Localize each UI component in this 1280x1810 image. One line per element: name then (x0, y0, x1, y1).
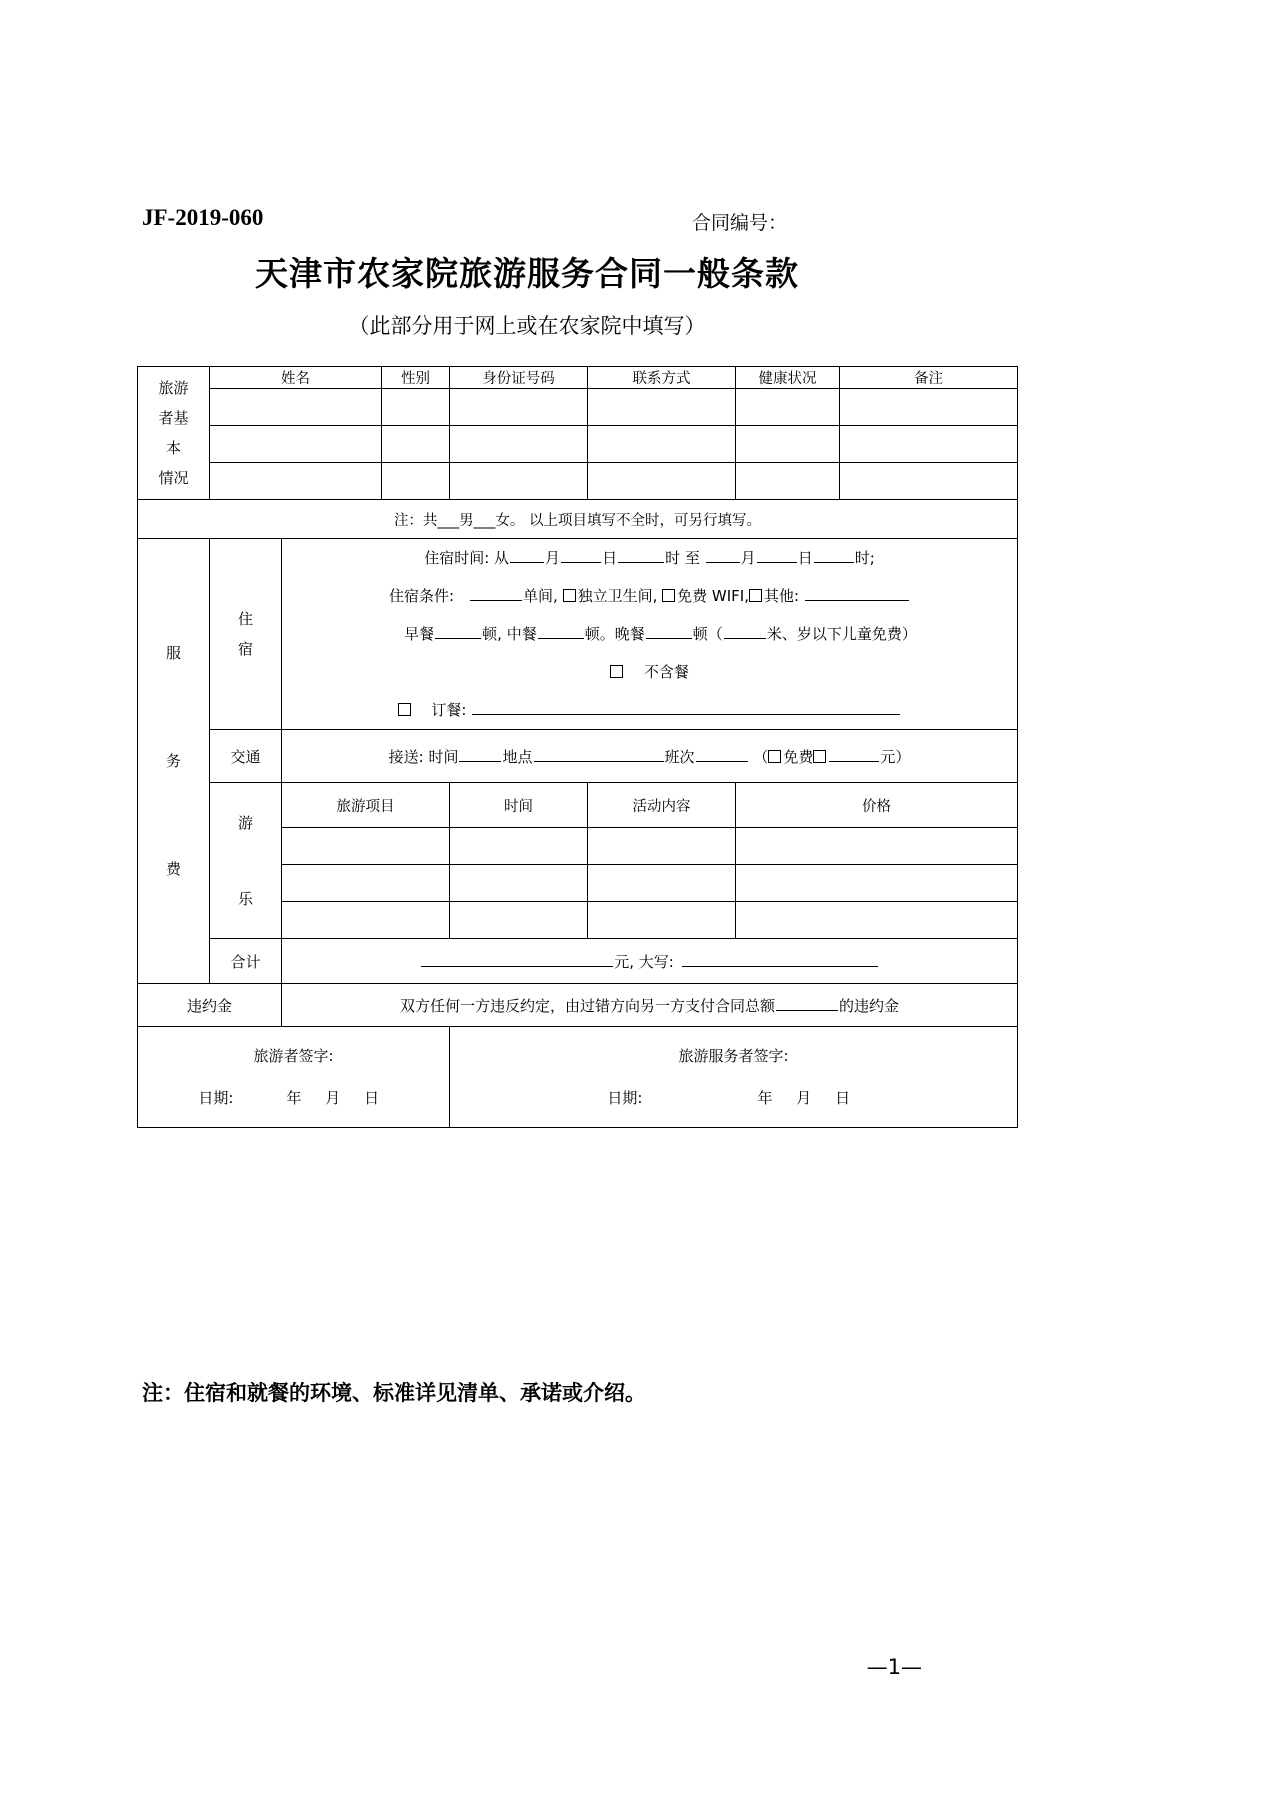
other-condition-blank[interactable] (805, 585, 909, 601)
transport-free-label: 免费 (783, 747, 814, 766)
cell-health[interactable] (736, 389, 840, 426)
cell-tour-price[interactable] (736, 902, 1018, 939)
table-row (138, 463, 1018, 500)
order-meal-line (282, 691, 1017, 729)
service-fee-label-line-1: 服 (165, 644, 181, 662)
lodging-label (210, 539, 282, 730)
transport-label: 交通 (210, 730, 282, 783)
tourist-info-label-line-2: 者基 (158, 409, 189, 427)
lodging-label-line-1: 住 (237, 610, 253, 628)
penalty-row (138, 984, 1018, 1027)
lodging-details (282, 539, 1018, 730)
cell-name[interactable] (210, 463, 382, 500)
order-meal-checkbox-icon[interactable] (398, 703, 411, 716)
header-row (137, 205, 917, 239)
column-header-id-number: 身份证号码 (450, 367, 588, 389)
cell-name[interactable] (210, 389, 382, 426)
column-header-gender: 性别 (382, 367, 450, 389)
dinner-unit: 顿 (692, 625, 708, 643)
lodging-time-mid: 至 (684, 549, 700, 567)
cell-tour-time[interactable] (450, 865, 588, 902)
breakfast-count-blank[interactable] (435, 623, 481, 639)
lodging-end-month-blank[interactable] (706, 547, 740, 563)
penalty-rate-blank[interactable] (776, 995, 838, 1011)
transport-paid-checkbox-icon[interactable] (813, 750, 826, 763)
lodging-row (138, 539, 1018, 730)
penalty-text-after: 的违约金 (839, 996, 900, 1015)
transport-trip-label: 班次 (664, 747, 695, 766)
lodging-end-month-unit: 月 (740, 549, 756, 567)
total-label: 合计 (210, 939, 282, 984)
transport-place-blank[interactable] (534, 746, 664, 762)
single-room-count-blank[interactable] (470, 585, 522, 601)
tourist-signature-label: 旅游者签字: (253, 1047, 334, 1065)
total-amount-words-blank[interactable] (682, 951, 878, 967)
tourist-date-month: 月 (325, 1089, 341, 1107)
cell-id-number[interactable] (450, 389, 588, 426)
tourist-info-note: 注：共___男___女。 以上项目填写不全时，可另行填写。 (138, 500, 1018, 539)
cell-contact[interactable] (588, 426, 736, 463)
transport-time-blank[interactable] (459, 746, 501, 762)
cell-id-number[interactable] (450, 426, 588, 463)
lodging-start-day-blank[interactable] (561, 547, 601, 563)
lodging-meal-line (282, 615, 1017, 653)
private-bathroom-checkbox-icon[interactable] (563, 589, 576, 602)
cell-tour-activity[interactable] (588, 902, 736, 939)
table-row (138, 426, 1018, 463)
cell-tour-time[interactable] (450, 902, 588, 939)
page-number: —1— (866, 1655, 922, 1679)
penalty-label: 违约金 (138, 984, 282, 1027)
column-header-remark: 备注 (840, 367, 1018, 389)
other-condition-checkbox-icon[interactable] (749, 589, 762, 602)
order-meal-label: 订餐: (431, 701, 467, 719)
cell-id-number[interactable] (450, 463, 588, 500)
signature-row (138, 1027, 1018, 1128)
column-header-tour-activity: 活动内容 (588, 783, 736, 828)
tourist-date-year: 年 (286, 1089, 302, 1107)
tourist-info-label-line-4: 情况 (158, 469, 189, 487)
penalty-text-before: 双方任何一方违反约定，由过错方向另一方支付合同总额 (399, 996, 775, 1015)
other-condition-label: 其他: (763, 587, 800, 605)
cell-gender[interactable] (382, 389, 450, 426)
no-meal-line (282, 653, 1017, 691)
private-bathroom-label: 独立卫生间, (577, 587, 658, 605)
recreation-label-line-2: 乐 (237, 889, 253, 908)
transport-free-checkbox-icon[interactable] (768, 750, 781, 763)
cell-remark[interactable] (840, 463, 1018, 500)
column-header-contact: 联系方式 (588, 367, 736, 389)
cell-gender[interactable] (382, 426, 450, 463)
transport-trip-blank[interactable] (696, 746, 748, 762)
service-fee-label (138, 539, 210, 984)
lodging-start-month-unit: 月 (545, 549, 561, 567)
lodging-condition-prefix: 住宿条件: (388, 587, 455, 605)
penalty-details (282, 984, 1018, 1027)
provider-date-day: 日 (835, 1089, 851, 1107)
cell-tour-activity[interactable] (588, 865, 736, 902)
cell-gender[interactable] (382, 463, 450, 500)
tourist-info-label-line-3: 本 (165, 439, 181, 457)
no-meal-checkbox-icon[interactable] (610, 665, 623, 678)
cell-tour-item[interactable] (282, 865, 450, 902)
transport-prefix: 接送: 时间 (388, 747, 459, 766)
cell-tour-price[interactable] (736, 828, 1018, 865)
no-meal-label: 不含餐 (643, 663, 689, 681)
cell-tour-item[interactable] (282, 828, 450, 865)
cell-health[interactable] (736, 463, 840, 500)
provider-date-line (450, 1077, 1017, 1119)
total-amount-blank[interactable] (421, 951, 613, 967)
tourist-date-label: 日期: (198, 1089, 234, 1107)
tourist-header-row (138, 367, 1018, 389)
lodging-end-day-blank[interactable] (757, 547, 797, 563)
page-subtitle: （此部分用于网上或在农家院中填写） (348, 314, 706, 338)
provider-signature-cell[interactable] (450, 1027, 1018, 1128)
column-header-tour-item: 旅游项目 (282, 783, 450, 828)
cell-name[interactable] (210, 426, 382, 463)
provider-date-month: 月 (796, 1089, 812, 1107)
tourist-signature-cell[interactable] (138, 1027, 450, 1128)
order-meal-blank[interactable] (472, 699, 900, 715)
contract-number-label: 合同编号： (692, 212, 788, 234)
column-header-tour-time: 时间 (450, 783, 588, 828)
lodging-start-hour-unit: 时 (665, 549, 681, 567)
total-yuan-label: 元, 大写: (614, 952, 674, 971)
cell-contact[interactable] (588, 463, 736, 500)
cell-tour-price[interactable] (736, 865, 1018, 902)
free-wifi-checkbox-icon[interactable] (662, 589, 675, 602)
table-row (138, 389, 1018, 426)
tourist-date-day: 日 (364, 1089, 380, 1107)
single-room-label: 单间, (523, 587, 558, 605)
contract-form-table (137, 366, 1018, 1128)
transport-row (138, 730, 1018, 783)
service-fee-label-line-3: 费 (165, 860, 181, 878)
cell-tour-time[interactable] (450, 828, 588, 865)
lodging-time-prefix: 住宿时间: 从 (424, 549, 510, 567)
provider-signature-label: 旅游服务者签字: (678, 1047, 789, 1065)
provider-date-year: 年 (757, 1089, 773, 1107)
recreation-header-row (138, 783, 1018, 828)
transport-place-label: 地点 (502, 747, 533, 766)
footer-note: 注：住宿和就餐的环境、标准详见清单、承诺或介绍。 (142, 1381, 646, 1405)
total-details (282, 939, 1018, 984)
free-wifi-label: 免费 WIFI, (677, 587, 749, 605)
lodging-end-hour-blank[interactable] (814, 547, 854, 563)
lunch-unit: 顿。 (584, 625, 615, 643)
lodging-condition-line (282, 577, 1017, 615)
tourist-info-label-line-1: 旅游 (158, 379, 189, 397)
breakfast-label: 早餐 (404, 625, 435, 643)
lodging-start-month-blank[interactable] (510, 547, 544, 563)
transport-paren-open: （ (753, 747, 769, 766)
cell-tour-activity[interactable] (588, 828, 736, 865)
dinner-label: 晚餐 (614, 625, 645, 643)
column-header-tour-price: 价格 (736, 783, 1018, 828)
free-child-note: 米、岁以下儿童免费） (766, 625, 917, 643)
document-code: JF-2019-060 (142, 205, 264, 230)
recreation-label-line-1: 游 (237, 813, 253, 832)
transport-fee-blank[interactable] (829, 746, 879, 762)
dinner-count-blank[interactable] (646, 623, 692, 639)
breakfast-unit: 顿, (482, 625, 502, 643)
column-header-health: 健康状况 (736, 367, 840, 389)
cell-remark[interactable] (840, 426, 1018, 463)
tourist-info-label (138, 367, 210, 500)
cell-remark[interactable] (840, 389, 1018, 426)
lunch-count-blank[interactable] (538, 623, 584, 639)
lodging-end-hour-unit: 时; (854, 549, 875, 567)
cell-health[interactable] (736, 426, 840, 463)
lodging-start-hour-blank[interactable] (618, 547, 664, 563)
tourist-note-row (138, 500, 1018, 539)
lunch-label: 中餐 (506, 625, 537, 643)
lodging-end-day-unit: 日 (797, 549, 813, 567)
cell-contact[interactable] (588, 389, 736, 426)
column-header-name: 姓名 (210, 367, 382, 389)
recreation-label (210, 783, 282, 939)
lodging-label-line-2: 宿 (237, 640, 253, 658)
free-child-height-blank[interactable] (724, 623, 766, 639)
cell-tour-item[interactable] (282, 902, 450, 939)
service-fee-label-line-2: 务 (165, 752, 181, 770)
tourist-date-line (138, 1077, 449, 1119)
free-child-paren: （ (707, 625, 723, 643)
lodging-start-day-unit: 日 (602, 549, 618, 567)
lodging-time-line (282, 539, 1017, 577)
transport-details (282, 730, 1018, 783)
transport-yuan-label: 元） (880, 747, 911, 766)
page-title: 天津市农家院旅游服务合同一般条款 (255, 254, 799, 293)
provider-date-label: 日期: (607, 1089, 643, 1107)
total-row (138, 939, 1018, 984)
